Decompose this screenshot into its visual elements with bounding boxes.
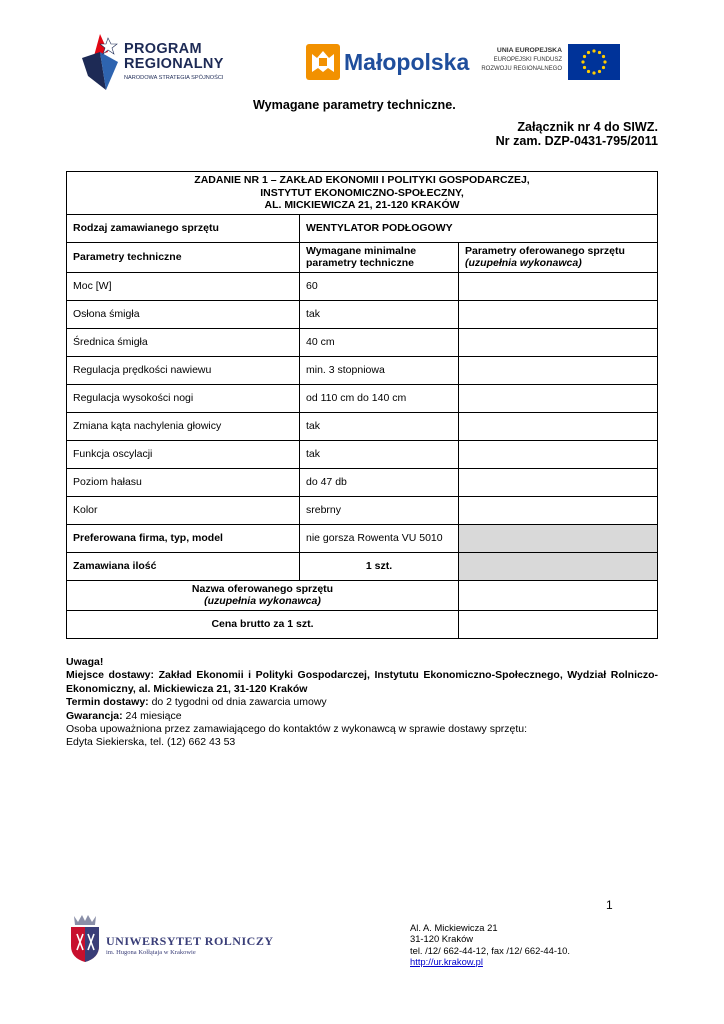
param-offered-cell[interactable] [459, 412, 658, 440]
task-header-row [67, 172, 658, 215]
param-name: Kolor [67, 496, 300, 524]
eu-logo [480, 44, 620, 80]
document-title: Wymagane parametry techniczne. [253, 98, 456, 112]
footer-address [410, 922, 570, 968]
params-header-row [67, 242, 658, 272]
offered-name-input-cell[interactable] [459, 580, 658, 610]
address-line-2: 31-120 Kraków [410, 933, 474, 945]
task-line-3: AL. MICKIEWICZA 21, 21-120 KRAKÓW [264, 199, 460, 211]
delivery-term-label: Termin dostawy: [66, 696, 149, 709]
malopolska-name: Małopolska [344, 49, 470, 75]
param-required-value: 40 cm [300, 328, 459, 356]
offered-name-row [67, 580, 658, 610]
equipment-type-label: Rodzaj zamawianego sprzętu [67, 214, 300, 242]
notes-section [66, 656, 658, 750]
param-row [67, 496, 658, 524]
preferred-model-label: Preferowana firma, typ, model [67, 524, 300, 552]
param-name: Funkcja oscylacji [67, 440, 300, 468]
order-number: Nr zam. DZP-0431-795/2011 [495, 134, 658, 148]
offered-name-note: (uzupełnia wykonawca) [204, 595, 321, 607]
contact-person: Edyta Siekierska, tel. (12) 662 43 53 [66, 736, 236, 749]
uniwersytet-logo [68, 912, 274, 968]
warranty [66, 710, 658, 723]
quantity-offer-cell [459, 552, 658, 580]
param-required-value: tak [300, 300, 459, 328]
offered-name-label-cell [67, 580, 459, 610]
param-row [67, 272, 658, 300]
param-name: Regulacja prędkości nawiewu [67, 356, 300, 384]
delivery-place [66, 669, 658, 696]
malopolska-crest-icon [306, 44, 340, 80]
param-rows [67, 272, 658, 524]
param-name: Osłona śmigła [67, 300, 300, 328]
task-line-2: INSTYTUT EKONOMICZNO-SPOŁECZNY, [260, 186, 464, 199]
param-row [67, 328, 658, 356]
program-regionalny-emblem-icon [78, 32, 122, 92]
malopolska-logo [306, 42, 476, 82]
param-name: Średnica śmigła [67, 328, 300, 356]
address-line-3: tel. /12/ 662-44-12, fax /12/ 662-44-10. [410, 944, 571, 956]
param-offered-cell[interactable] [459, 496, 658, 524]
preferred-model-value: nie gorsza Rowenta VU 5010 [300, 524, 459, 552]
address-line-1: Al. A. Mickiewicza 21 [410, 922, 498, 933]
param-required-value: srebrny [300, 496, 459, 524]
param-name: Poziom hałasu [67, 468, 300, 496]
param-offered-cell[interactable] [459, 328, 658, 356]
warranty-label: Gwarancja: [66, 709, 123, 722]
param-name: Regulacja wysokości nogi [67, 384, 300, 412]
equipment-type-value: WENTYLATOR PODŁOGOWY [300, 214, 658, 242]
param-row [67, 356, 658, 384]
university-subtitle: im. Hugona Kołłątaja w Krakowie [106, 949, 196, 956]
offered-params-note: (uzupełnia wykonawca) [465, 257, 582, 269]
quantity-label: Zamawiana ilość [67, 552, 300, 580]
offered-name-label: Nazwa oferowanego sprzętu [191, 582, 334, 595]
eu-line-3: ROZWOJU REGIONALNEGO [481, 66, 562, 72]
offered-params-header [459, 242, 658, 272]
param-required-value: 60 [300, 272, 459, 300]
param-row [67, 384, 658, 412]
param-row [67, 412, 658, 440]
eu-flag-icon [568, 44, 620, 80]
university-name: UNIWERSYTET ROLNICZY [106, 934, 274, 948]
page-number: 1 [606, 898, 613, 912]
task-header-cell [67, 172, 658, 215]
param-offered-cell[interactable] [459, 272, 658, 300]
price-label: Cena brutto za 1 szt. [67, 610, 459, 638]
annex-number: Załącznik nr 4 do SIWZ. [517, 120, 658, 134]
delivery-place-value: Zakład Ekonomii i Polityki Gospodarczej, Instytutu Ekonomiczno-Społecznego, Wydział Rolniczo-Ekonomiczny, al. Mickiewicza 21, 31-120 Kraków [66, 669, 658, 695]
specification-table [66, 171, 658, 639]
param-offered-cell[interactable] [459, 468, 658, 496]
preferred-model-row [67, 524, 658, 552]
param-offered-cell[interactable] [459, 300, 658, 328]
param-required-value: min. 3 stopniowa [300, 356, 459, 384]
preferred-model-offer-cell [459, 524, 658, 552]
min-params-header: Wymagane minimalne parametry techniczne [300, 242, 459, 272]
website-link[interactable]: http://ur.krakow.pl [410, 956, 483, 968]
program-regionalny-subtitle: NARODOWA STRATEGIA SPÓJNOŚCI [124, 75, 224, 81]
param-name: Moc [W] [67, 272, 300, 300]
attention-heading: Uwaga! [66, 656, 104, 668]
quantity-row [67, 552, 658, 580]
param-offered-cell[interactable] [459, 356, 658, 384]
program-regionalny-title-2: REGIONALNY [124, 56, 224, 72]
param-row [67, 300, 658, 328]
price-input-cell[interactable] [459, 610, 658, 638]
param-required-value: tak [300, 440, 459, 468]
eu-line-1: UNIA EUROPEJSKA [496, 47, 562, 54]
param-row [67, 440, 658, 468]
param-required-value: od 110 cm do 140 cm [300, 384, 459, 412]
university-crest-icon [68, 912, 102, 964]
program-regionalny-title-1: PROGRAM [124, 41, 202, 57]
quantity-value: 1 szt. [300, 552, 459, 580]
param-row [67, 468, 658, 496]
task-line-1: ZADANIE NR 1 – ZAKŁAD EKONOMII I POLITYKI GOSPODARCZEJ, [194, 174, 530, 186]
params-label: Parametry techniczne [67, 242, 300, 272]
param-name: Zmiana kąta nachylenia głowicy [67, 412, 300, 440]
contact-line: Osoba upoważniona przez zamawiającego do kontaktów z wykonawcą w sprawie dostawy sprzętu: [66, 723, 528, 736]
param-required-value: do 47 db [300, 468, 459, 496]
delivery-term-value: do 2 tygodni od dnia zawarcia umowy [151, 696, 327, 709]
param-required-value: tak [300, 412, 459, 440]
param-offered-cell[interactable] [459, 384, 658, 412]
delivery-place-label: Miejsce dostawy: [66, 669, 154, 682]
eu-line-2: EUROPEJSKI FUNDUSZ [493, 57, 562, 63]
price-row [67, 610, 658, 638]
equipment-type-row [67, 214, 658, 242]
warranty-value: 24 miesiące [125, 709, 182, 722]
program-regionalny-logo [78, 32, 248, 92]
param-offered-cell[interactable] [459, 440, 658, 468]
offered-params-title: Parametry oferowanego sprzętu [465, 244, 625, 257]
delivery-term [66, 696, 658, 709]
